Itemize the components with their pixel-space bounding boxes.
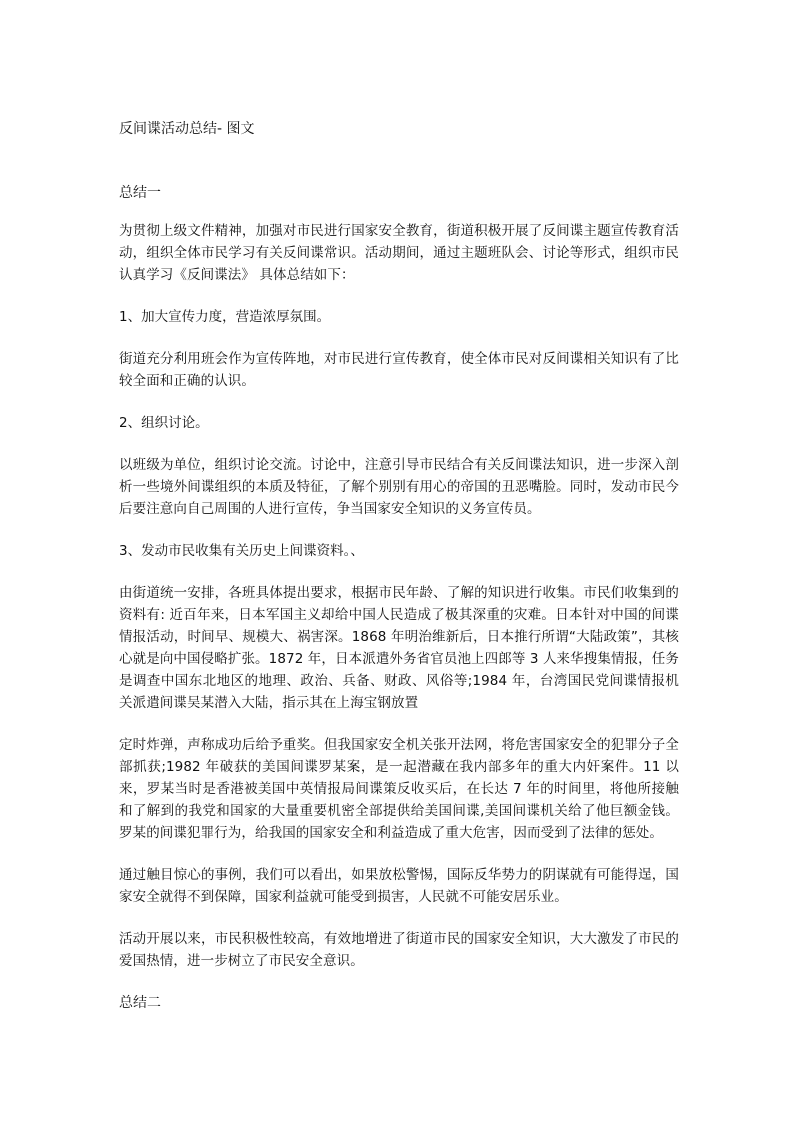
item-2-heading: 2、组织讨论。 [119, 415, 209, 431]
item-3-body: 由街道统一安排，各班具体提出要求，根据市民年龄、了解的知识进行收集。市民们收集到的资料有: 近百年来，日本军国主义却给中国人民造成了极其深重的灾难。日本针对中国的间谍情报活动，时间早、规模大、祸害深。1868 年明治维新后，日本推行所谓“大陆政策”，其核心就是向中国侵略扩张。1872 年，日本派遣外务省官员池上四郎等 3 人来华搜集情报，任务是调查中国东北地区的地理、政治、兵备、财政、风俗等;1984 年，台湾国民党间谍情报机关派遣间谍吴某潜入大陆，指示其在上海宝钢放置 [119, 585, 679, 711]
reflection-paragraph: 通过触目惊心的事例，我们可以看出，如果放松警惕，国际反华势力的阴谋就有可能得逞，国家安全就得不到保障，国家利益就可能受到损害，人民就不可能安居乐业。 [119, 867, 679, 905]
item-3-heading: 3、发动市民收集有关历史上间谍资料。、 [119, 543, 364, 559]
continuation-paragraph: 定时炸弹，声称成功后给予重奖。但我国家安全机关张开法网，将危害国家安全的犯罪分子全部抓获;1982 年破获的美国间谍罗某案，是一起潜藏在我内部多年的重大内奸案件。11 以来，罗某当时是香港被美国中英情报局间谍策反收买后，在长达 7 年的时间里，将他所接触和了解到的我党和国家的大量重要机密全部提供给美国间谍,美国间谍机关给了他巨额金钱。罗某的间谍犯罪行为，给我国的国家安全和利益造成了重大危害，因而受到了法律的惩处。 [119, 737, 679, 841]
intro-paragraph: 为贯彻上级文件精神，加强对市民进行国家安全教育，街道积极开展了反间谍主题宣传教育活动，组织全体市民学习有关反间谍常识。活动期间，通过主题班队会、讨论等形式，组织市民认真学习《反间谍法》 具体总结如下： [119, 223, 679, 283]
item-1-heading: 1、加大宣传力度，营造浓厚氛围。 [119, 309, 331, 325]
section-heading-summary-one: 总结一 [119, 185, 161, 201]
item-2-body: 以班级为单位，组织讨论交流。讨论中，注意引导市民结合有关反间谍法知识，进一步深入剖析一些境外间谍组织的本质及特征，了解个别别有用心的帝国的丑恶嘴脸。同时，发动市民今后要注意向自己周围的人进行宣传，争当国家安全知识的义务宣传员。 [119, 457, 679, 517]
document-page [119, 118, 679, 1030]
section-heading-summary-two: 总结二 [119, 995, 161, 1011]
item-1-body: 街道充分利用班会作为宣传阵地，对市民进行宣传教育，使全体市民对反间谍相关知识有了比较全面和正确的认识。 [119, 351, 679, 389]
document-title: 反间谍活动总结- 图文 [119, 121, 255, 137]
conclusion-paragraph: 活动开展以来，市民积极性较高，有效地增进了街道市民的国家安全知识，大大激发了市民的爱国热情，进一步树立了市民安全意识。 [119, 931, 679, 969]
